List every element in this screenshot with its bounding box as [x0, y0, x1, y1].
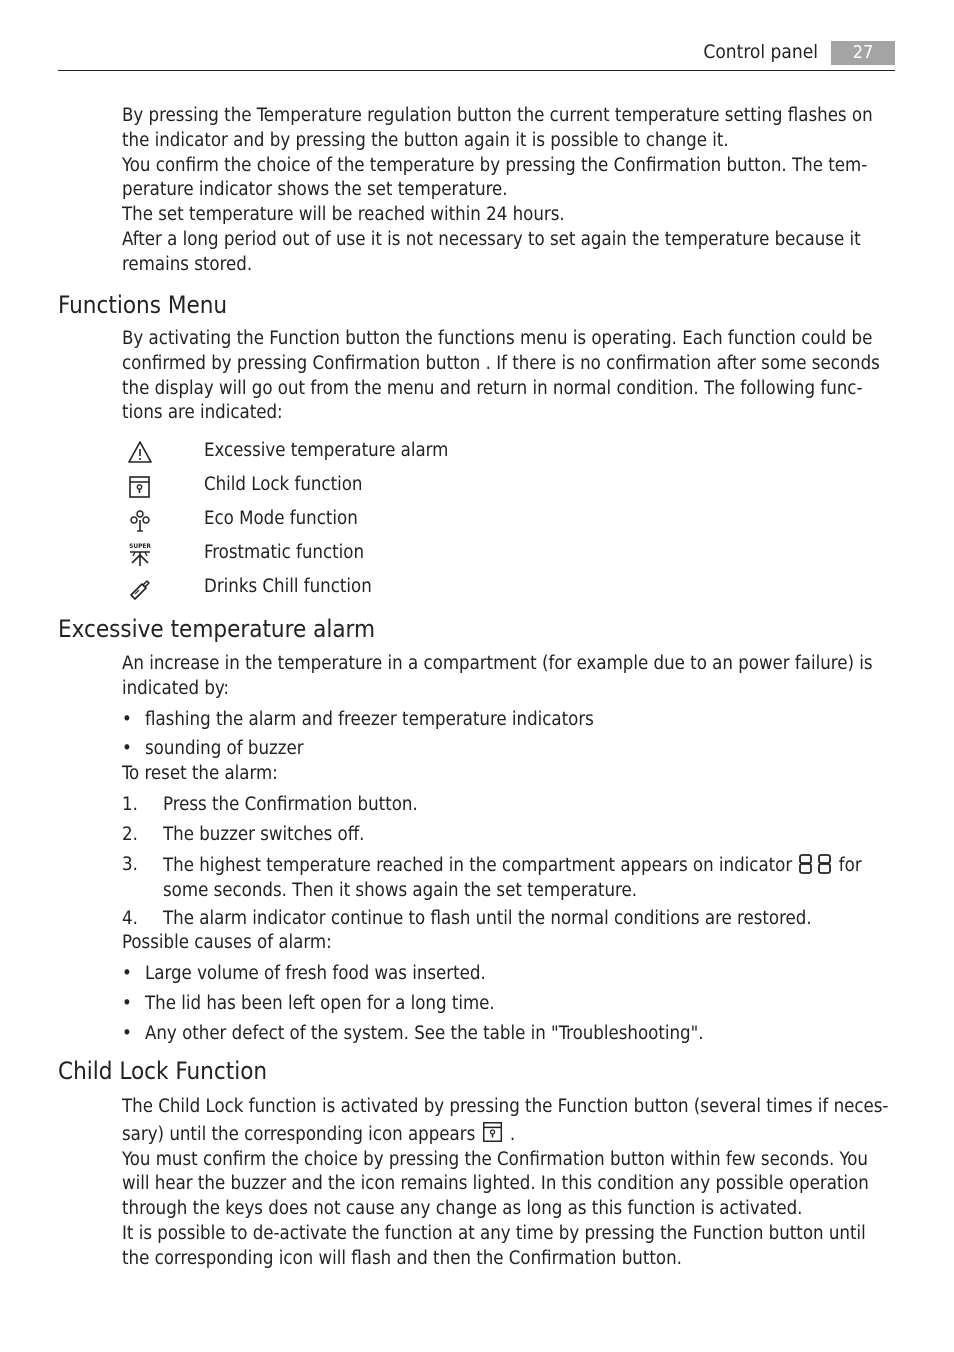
text-line: After a long period out of use it is not necessary to set again the temperature because it [122, 228, 861, 250]
alarm-intro-paragraph [122, 652, 897, 702]
text-line: Possible causes of alarm: [122, 932, 332, 953]
heading-excessive-temperature-alarm: Excessive temperature alarm [58, 615, 376, 643]
function-label: Eco Mode function [204, 508, 358, 529]
text-line: the indicator and by pressing the button again it is possible to change it. [122, 129, 729, 151]
page-number: 27 [831, 41, 895, 65]
bullet-dot: • [122, 963, 132, 984]
function-label: Frostmatic function [204, 542, 365, 563]
text-line: some seconds. Then it shows again the set temperature. [163, 879, 638, 901]
text-fragment: The highest temperature reached in the compartment appears on indicator [163, 855, 793, 876]
child-lock-icon [481, 1120, 505, 1144]
list-item: The lid has been left open for a long time. [145, 993, 495, 1014]
text-line: the corresponding icon will flash and then the Confirmation button. [122, 1247, 682, 1269]
text-line: through the keys does not cause any change as long as this function is activated. [122, 1198, 803, 1220]
text-line: confirmed by pressing Confirmation button . If there is no confirmation after some seconds [122, 352, 880, 374]
step-number: 2. [122, 824, 138, 845]
text-line: By activating the Function button the functions menu is operating. Each function could be [122, 328, 873, 349]
text-line: The Child Lock function is activated by pressing the Function button (several times if neces- [122, 1096, 889, 1117]
function-label: Drinks Chill function [204, 576, 372, 597]
function-label: Child Lock function [204, 474, 363, 495]
causes-label [122, 931, 897, 956]
list-item: Large volume of fresh food was inserted. [145, 963, 486, 984]
super-frost-icon-text: SUPER [129, 542, 151, 550]
digit-display-icon [798, 853, 834, 875]
warning-triangle-icon [127, 440, 153, 466]
bullet-dot: • [122, 738, 132, 759]
step-number: 3. [122, 854, 138, 875]
text-line: You confirm the choice of the temperature by pressing the Confirmation button. The tem- [122, 154, 868, 176]
child-lock-paragraph [122, 1095, 897, 1272]
reset-label [122, 762, 897, 787]
text-line: The set temperature will be reached within 24 hours. [122, 204, 565, 226]
text-line: indicated by: [122, 677, 230, 699]
bottle-icon [127, 576, 153, 602]
header-divider [58, 70, 895, 71]
functions-menu-paragraph [122, 327, 897, 426]
step-text [163, 853, 862, 904]
child-lock-icon [127, 474, 153, 500]
step-number: 1. [122, 794, 138, 815]
text-line: remains stored. [122, 253, 253, 275]
heading-functions-menu: Functions Menu [58, 291, 228, 319]
step-text: The buzzer switches off. [163, 824, 365, 845]
text-line: tions are indicated: [122, 402, 283, 424]
text-line: It is possible to de-activate the function at any time by pressing the Function button until [122, 1222, 866, 1244]
heading-child-lock-function: Child Lock Function [58, 1057, 268, 1085]
list-item: Any other defect of the system. See the table in "Troubleshooting". [145, 1023, 704, 1044]
step-text: The alarm indicator continue to flash until the normal conditions are restored. [163, 908, 812, 929]
text-line: perature indicator shows the set temperature. [122, 179, 508, 201]
text-fragment: . [509, 1123, 516, 1145]
text-line: You must confirm the choice by pressing the Confirmation button within few seconds. You [122, 1148, 868, 1170]
super-frost-icon [127, 541, 153, 567]
bullet-dot: • [122, 709, 132, 730]
list-item: flashing the alarm and freezer temperature indicators [145, 709, 594, 730]
section-title: Control panel [703, 41, 818, 63]
text-line: the display will go out from the menu and return in normal condition. The following func- [122, 377, 863, 399]
list-item: sounding of buzzer [145, 738, 304, 759]
step-number: 4. [122, 908, 138, 929]
eco-mode-icon [127, 508, 153, 534]
text-line: An increase in the temperature in a compartment (for example due to an power failure) is [122, 653, 873, 674]
text-fragment: for [838, 855, 862, 876]
function-label: Excessive temperature alarm [204, 440, 449, 461]
text-line: By pressing the Temperature regulation button the current temperature setting flashes on [122, 105, 873, 126]
intro-paragraph [122, 104, 897, 278]
text-line [163, 853, 862, 879]
step-text: Press the Confirmation button. [163, 794, 418, 815]
bullet-dot: • [122, 1023, 132, 1044]
text-line: will hear the buzzer and the icon remains lighted. In this condition any possible operation [122, 1173, 869, 1195]
text-fragment: sary) until the corresponding icon appears [122, 1123, 476, 1145]
bullet-dot: • [122, 993, 132, 1014]
text-line [122, 1120, 897, 1148]
text-line: To reset the alarm: [122, 763, 278, 784]
